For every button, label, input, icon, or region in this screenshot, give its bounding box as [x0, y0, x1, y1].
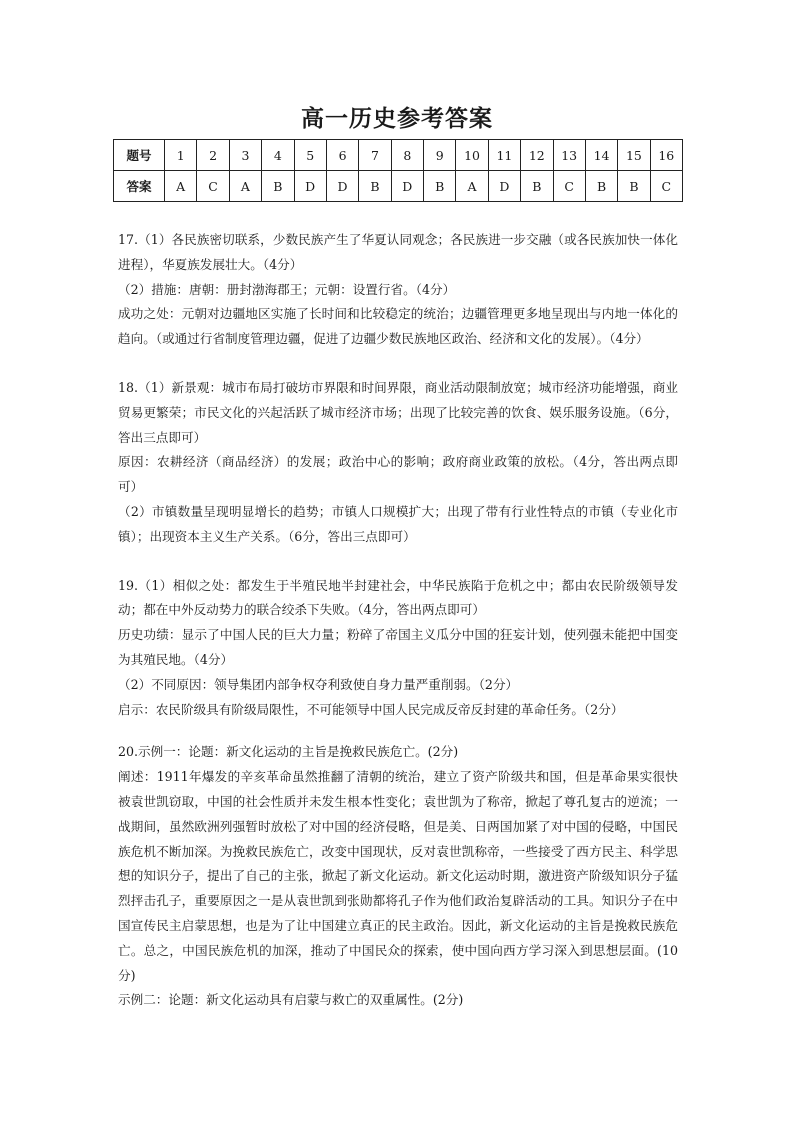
- section-gap: [118, 722, 678, 740]
- question-number: 2: [197, 140, 229, 171]
- answer-paragraph: 19.（1）相似之处：都发生于半殖民地半封建社会，中华民族陷于危机之中；都由农民阶级领导发动；都在中外反动势力的联合绞杀下失败。（4分，答出两点即可）: [118, 577, 678, 618]
- answer-cell: C: [197, 171, 229, 202]
- answer-paragraph: 成功之处：元朝对边疆地区实施了长时间和比较稳定的统治；边疆管理更多地呈现出与内地一体化的趋向。（或通过行省制度管理边疆，促进了边疆少数民族地区政治、经济和文化的发展）。（4分）: [118, 306, 678, 347]
- answer-cell: D: [294, 171, 326, 202]
- answer-row: [114, 171, 683, 202]
- question-number: 7: [359, 140, 391, 171]
- answer-cell: B: [262, 171, 294, 202]
- question-number: 11: [488, 140, 520, 171]
- answer-paragraph: （2）不同原因：领导集团内部争权夺利致使自身力量严重削弱。（2分）: [118, 676, 519, 692]
- question-18-section: [118, 376, 678, 550]
- answer-paragraph: 阐述：1911年爆发的辛亥革命虽然推翻了清朝的统治，建立了资产阶级共和国，但是革命果实很快被袁世凯窃取，中国的社会性质并未发生根本性变化；袁世凯为了称帝，掀起了尊孔复古的逆流；一战期间，虽然欧洲列强暂时放松了对中国的经济侵略，但是美、日两国加紧了对中国的侵略，中国民族危机不断加深。为挽救民族危亡，改变中国现状，反对袁世凯称帝，一些接受了西方民主、科学思想的知识分子，提出了自己的主张，掀起了新文化运动。新文化运动时期，激进资产阶级知识分子猛烈抨击孔子，重要原因之一是从袁世凯到张勋都将孔子作为他们政治复辟活动的工具。知识分子在中国宣传民主启蒙思想，也是为了让中国建立真正的民主政治。因此，新文化运动的主旨是挽救民族危亡。总之，中国民族危机的加深，推动了中国民众的探索，使中国向西方学习深入到思想层面。(10分): [118, 769, 678, 983]
- answer-paragraph: 20.示例一：论题：新文化运动的主旨是挽救民族危亡。(2分): [118, 744, 459, 760]
- answer-cell: B: [521, 171, 553, 202]
- answer-table: [113, 139, 683, 202]
- answer-cell: C: [650, 171, 682, 202]
- answer-cell: C: [553, 171, 585, 202]
- answer-header: 答案: [114, 171, 165, 202]
- answer-cell: D: [326, 171, 358, 202]
- question-number: 8: [391, 140, 423, 171]
- section-gap: [118, 550, 678, 574]
- question-number: 12: [521, 140, 553, 171]
- answer-paragraph: （2）措施：唐朝：册封渤海郡王；元朝：设置行省。（4分）: [118, 281, 456, 297]
- answer-cell: A: [456, 171, 488, 202]
- question-number-header: 题号: [114, 140, 165, 171]
- section-gap: [118, 352, 678, 376]
- question-number: 10: [456, 140, 488, 171]
- question-number: 14: [585, 140, 617, 171]
- answer-cell: B: [424, 171, 456, 202]
- page-title: 高一历史参考答案: [301, 106, 493, 132]
- answer-paragraph: 启示：农民阶级具有阶级局限性，不可能领导中国人民完成反帝反封建的革命任务。（2分）: [118, 701, 624, 717]
- answer-paragraph: 原因：农耕经济（商品经济）的发展；政治中心的影响；政府商业政策的放松。（4分，答出两点即可）: [118, 454, 678, 495]
- answer-paragraph: 历史功绩：显示了中国人民的巨大力量；粉碎了帝国主义瓜分中国的狂妄计划，使列强未能把中国变为其殖民地。（4分）: [118, 627, 678, 667]
- answer-paragraph: （2）市镇数量呈现明显增长的趋势；市镇人口规模扩大；出现了带有行业性特点的市镇（专业化市镇）；出现资本主义生产关系。（6分，答出三点即可）: [118, 503, 678, 544]
- question-number-row: [114, 140, 683, 171]
- question-number: 9: [424, 140, 456, 171]
- answer-paragraph: 17.（1）各民族密切联系，少数民族产生了华夏认同观念；各民族进一步交融（或各民族加快一体化进程），华夏族发展壮大。（4分）: [118, 232, 678, 272]
- question-17-section: [118, 228, 678, 352]
- answer-cell: A: [229, 171, 261, 202]
- question-number: 5: [294, 140, 326, 171]
- answer-cell: B: [359, 171, 391, 202]
- question-number: 13: [553, 140, 585, 171]
- question-number: 6: [326, 140, 358, 171]
- question-number: 3: [229, 140, 261, 171]
- question-number: 16: [650, 140, 682, 171]
- answer-cell: B: [618, 171, 650, 202]
- answer-cell: A: [165, 171, 197, 202]
- question-20-section: [118, 740, 678, 1013]
- answer-paragraph: 18.（1）新景观：城市布局打破坊市界限和时间界限，商业活动限制放宽；城市经济功能增强，商业贸易更繁荣；市民文化的兴起活跃了城市经济市场；出现了比较完善的饮食、娱乐服务设施。（6分，答出三点即可）: [118, 379, 678, 445]
- answer-paragraph: 示例二：论题：新文化运动具有启蒙与救亡的双重属性。(2分): [118, 992, 464, 1008]
- answer-content: [118, 228, 678, 1013]
- answer-cell: D: [391, 171, 423, 202]
- question-number: 4: [262, 140, 294, 171]
- answer-cell: B: [585, 171, 617, 202]
- question-number: 1: [165, 140, 197, 171]
- question-number: 15: [618, 140, 650, 171]
- answer-cell: D: [488, 171, 520, 202]
- question-19-section: [118, 574, 678, 723]
